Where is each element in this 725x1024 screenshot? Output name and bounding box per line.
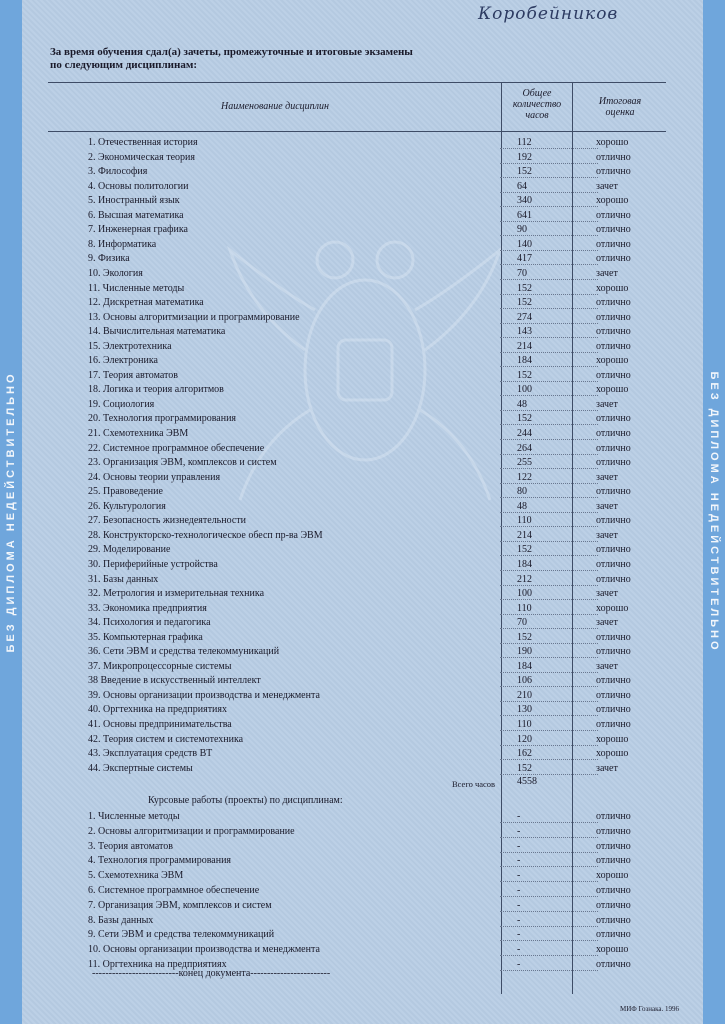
table-row [0,310,725,325]
hours-value: - [517,885,521,896]
table-row [0,927,725,942]
total-hours-label: Всего часов [452,779,496,789]
discipline-name: 31. Базы данных [88,573,159,585]
table-row [0,251,725,266]
hours-value: 143 [517,326,532,338]
grade-value: отлично [596,515,631,527]
grade-value: зачет [596,529,618,541]
discipline-name: 1. Отечественная история [88,137,198,148]
hours-value: - [517,855,521,867]
discipline-name: 6. Системное программное обеспечение [88,885,260,896]
header-discipline: Наименование дисциплин [221,101,329,112]
discipline-name: 3. Теория автоматов [88,840,173,852]
discipline-name: 24. Основы теории управления [88,471,221,483]
grade-value: зачет [596,180,618,192]
grade-value: хорошо [596,355,629,367]
hours-value: 152 [517,762,532,774]
grade-value: отлично [596,929,631,941]
table-row [0,761,725,776]
table-row [0,868,725,883]
hours-value: 100 [517,588,532,600]
table-row [0,942,725,957]
hours-value: - [517,870,521,882]
total-hours-value: 4558 [517,776,537,787]
table-row [0,824,725,839]
discipline-name: 37. Микропроцессорные системы [88,660,232,672]
hours-value: 212 [517,573,532,585]
grade-value: отлично [596,253,631,265]
header-grade: Итоговая оценка [598,96,642,118]
discipline-name: 27. Безопасность жизнедеятельности [88,515,247,527]
row-separator [500,970,598,972]
discipline-name: 2. Экономическая теория [88,151,195,163]
table-row [0,586,725,601]
table-row [0,426,725,441]
table-top-border [48,82,666,83]
grade-value: отлично [596,631,631,643]
hours-value: 110 [517,719,532,730]
grade-value: хорошо [596,944,629,956]
hours-value: 190 [517,646,532,658]
grade-value: отлично [596,209,631,221]
grade-value: отлично [596,914,631,926]
hours-value: 106 [517,675,532,687]
discipline-name: 10. Экология [88,267,143,279]
grade-value: отлично [596,558,631,570]
discipline-name: 33. Экономика предприятия [88,602,207,614]
discipline-name: 28. Конструкторско-технологическое обесп пр-ва ЭВМ [88,529,323,541]
hours-value: 112 [517,137,532,148]
hours-value: 152 [517,413,532,425]
grade-value: хорошо [596,282,629,294]
table-row [0,717,725,732]
hours-value: 48 [517,398,527,410]
table-row [0,513,725,528]
grade-value: отлично [596,899,631,911]
hours-value: 100 [517,384,532,396]
table-row [0,164,725,179]
table-row [0,644,725,659]
grade-value: отлично [596,840,631,852]
hours-value: 70 [517,267,527,279]
grade-value: зачет [596,617,618,629]
grade-value: хорошо [596,602,629,614]
discipline-name: 8. Базы данных [88,914,154,926]
grade-value: отлично [596,428,631,439]
table-row [0,913,725,928]
discipline-name: 7. Организация ЭВМ, комплексов и систем [88,899,272,911]
table-row [0,368,725,383]
grade-value: отлично [596,675,631,687]
handwritten-surname: Коробейников [478,4,619,24]
discipline-name: 12. Дискретная математика [88,297,204,309]
table-row [0,193,725,208]
grade-value: отлично [596,719,631,730]
hours-value: 274 [517,311,532,323]
grade-value: отлично [596,885,631,896]
hours-value: 210 [517,689,532,701]
hours-value: 244 [517,428,532,439]
discipline-name: 20. Технология программирования [88,413,237,425]
printer-imprint: МИФ Гознака. 1996 [620,1005,680,1013]
grade-value: отлично [596,297,631,309]
discipline-name: 30. Периферийные устройства [88,558,218,570]
discipline-name: 11. Оргтехника на предприятиях [88,959,227,970]
grade-value: зачет [596,762,618,774]
discipline-name: 4. Технология программирования [88,855,232,867]
table-row [0,528,725,543]
table-row [0,237,725,252]
discipline-name: 6. Высшая математика [88,209,184,221]
discipline-name: 23. Организация ЭВМ, комплексов и систем [88,457,277,469]
grade-value: отлично [596,224,631,236]
hours-value: 152 [517,544,532,556]
table-row [0,324,725,339]
table-row [0,572,725,587]
grade-value: отлично [596,166,631,178]
grade-value: отлично [596,704,631,716]
discipline-name: 42. Теория систем и системотехника [88,733,244,745]
discipline-name: 7. Инженерная графика [88,224,188,236]
hours-value: 110 [517,602,532,614]
discipline-name: 25. Правоведение [88,486,163,498]
hours-value: 214 [517,529,532,541]
hours-value: 340 [517,195,532,207]
table-row [0,659,725,674]
table-row [0,673,725,688]
table-row [0,281,725,296]
table-row [0,688,725,703]
table-header-bottom-border [48,131,666,132]
grade-value: отлично [596,369,631,381]
hours-value: 214 [517,340,532,352]
discipline-name: 1. Численные методы [88,811,180,822]
grade-value: отлично [596,573,631,585]
grade-value: отлично [596,689,631,701]
discipline-name: 2. Основы алгоритмизации и программирование [88,825,295,837]
grade-value: отлично [596,326,631,338]
discipline-name: 9. Физика [88,253,130,265]
hours-value: 152 [517,631,532,643]
discipline-name: 38 Введение в искусственный интеллект [88,675,261,687]
table-row [0,382,725,397]
grade-value: отлично [596,442,631,454]
discipline-name: 19. Социология [88,398,155,410]
grade-value: отлично [596,646,631,658]
header-hours: Общее количество часов [512,88,562,121]
grade-value: отлично [596,959,631,970]
table-row [0,809,725,824]
table-row [0,557,725,572]
discipline-name: 39. Основы организации производства и менеджмента [88,689,320,701]
end-of-document-line: --------------------------конец документа------------------------ [92,968,331,979]
table-row [0,295,725,310]
table-row [0,150,725,165]
discipline-name: 16. Электроника [88,355,158,367]
grade-value: отлично [596,340,631,352]
hours-value: 140 [517,238,532,250]
hours-value: 120 [517,733,532,745]
hours-value: 70 [517,617,527,629]
table-row [0,883,725,898]
discipline-name: 32. Метрология и измерительная техника [88,588,265,600]
discipline-name: 44. Экспертные системы [88,762,193,774]
discipline-name: 9. Сети ЭВМ и средства телекоммуникаций [88,929,275,941]
grade-value: отлично [596,413,631,425]
grade-value: хорошо [596,748,629,760]
hours-value: 255 [517,457,532,469]
hours-value: - [517,959,521,970]
table-row [0,746,725,761]
grade-value: отлично [596,811,631,822]
hours-value: 417 [517,253,532,265]
table-row [0,630,725,645]
discipline-name: 35. Компьютерная графика [88,631,203,643]
table-row [0,135,725,150]
hours-value: - [517,944,521,956]
grade-value: хорошо [596,384,629,396]
hours-value: 184 [517,660,532,672]
discipline-name: 5. Схемотехника ЭВМ [88,870,184,882]
hours-value: 184 [517,558,532,570]
hours-value: - [517,811,521,822]
discipline-name: 11. Численные методы [88,282,185,294]
discipline-name: 34. Психология и педагогика [88,617,211,629]
table-row [0,455,725,470]
row-separator [500,774,598,776]
table-row [0,441,725,456]
hours-value: - [517,840,521,852]
grade-value: зачет [596,588,618,600]
table-row [0,702,725,717]
intro-text [50,46,413,72]
grade-value: хорошо [596,137,629,148]
intro-line-2: по следующим дисциплинам: [50,59,198,71]
table-row [0,179,725,194]
discipline-name: 26. Культурология [88,500,166,512]
grade-value: отлично [596,825,631,837]
coursework-title: Курсовые работы (проекты) по дисциплинам: [148,795,343,806]
left-band-text: БЕЗ ДИПЛОМА НЕДЕЙСТВИТЕЛЬНО [5,371,17,653]
grade-value: отлично [596,457,631,469]
hours-value: 122 [517,471,532,483]
hours-value: 110 [517,515,532,527]
grade-value: хорошо [596,195,629,207]
table-row [0,615,725,630]
table-row [0,411,725,426]
table-row [0,484,725,499]
table-row [0,499,725,514]
grade-value: отлично [596,311,631,323]
grade-value: отлично [596,486,631,498]
table-row [0,732,725,747]
table-row [0,839,725,854]
discipline-name: 22. Системное программное обеспечение [88,442,265,454]
discipline-name: 40. Оргтехника на предприятиях [88,704,228,716]
intro-line-1: За время обучения сдал(а) зачеты, промежуточные и итоговые экзамены [50,46,413,58]
table-row [0,397,725,412]
grade-value: зачет [596,500,618,512]
table-row [0,898,725,913]
grade-value: хорошо [596,870,629,882]
hours-value: 152 [517,297,532,309]
hours-value: 152 [517,282,532,294]
right-band-text: БЕЗ ДИПЛОМА НЕДЕЙСТВИТЕЛЬНО [708,371,720,653]
table-row [0,601,725,616]
table-row [0,353,725,368]
hours-value: 162 [517,748,532,760]
discipline-name: 14. Вычислительная математика [88,326,226,338]
hours-value: 48 [517,500,527,512]
grade-value: зачет [596,267,618,279]
discipline-name: 18. Логика и теория алгоритмов [88,384,224,396]
hours-value: 130 [517,704,532,716]
table-row [0,853,725,868]
table-row [0,339,725,354]
table-row [0,470,725,485]
discipline-name: 41. Основы предпринимательства [88,719,232,730]
table-row [0,222,725,237]
discipline-name: 10. Основы организации производства и менеджмента [88,944,320,956]
discipline-name: 3. Философия [88,166,148,178]
hours-value: 641 [517,209,532,221]
discipline-name: 29. Моделирование [88,544,171,556]
discipline-name: 21. Схемотехника ЭВМ [88,428,189,439]
discipline-name: 36. Сети ЭВМ и средства телекоммуникаций [88,646,280,658]
hours-value: 192 [517,151,532,163]
discipline-name: 4. Основы политологии [88,180,189,192]
grade-value: зачет [596,660,618,672]
grade-value: отлично [596,238,631,250]
grade-value: зачет [596,398,618,410]
table-row [0,266,725,281]
discipline-name: 5. Иностранный язык [88,195,180,207]
grade-value: отлично [596,544,631,556]
hours-value: 152 [517,369,532,381]
hours-value: 90 [517,224,527,236]
hours-value: - [517,929,521,941]
grade-value: отлично [596,151,631,163]
table-row [0,208,725,223]
hours-value: - [517,899,521,911]
grade-value: хорошо [596,733,629,745]
discipline-name: 8. Информатика [88,238,157,250]
hours-value: 264 [517,442,532,454]
hours-value: 64 [517,180,527,192]
hours-value: - [517,825,521,837]
discipline-name: 43. Эксплуатация средств ВТ [88,748,213,760]
hours-value: - [517,914,521,926]
grade-value: отлично [596,855,631,867]
table-row [0,542,725,557]
hours-value: 184 [517,355,532,367]
hours-value: 152 [517,166,532,178]
discipline-name: 15. Электротехника [88,340,172,352]
discipline-name: 13. Основы алгоритмизации и программирование [88,311,300,323]
hours-value: 80 [517,486,527,498]
grade-value: зачет [596,471,618,483]
discipline-name: 17. Теория автоматов [88,369,178,381]
